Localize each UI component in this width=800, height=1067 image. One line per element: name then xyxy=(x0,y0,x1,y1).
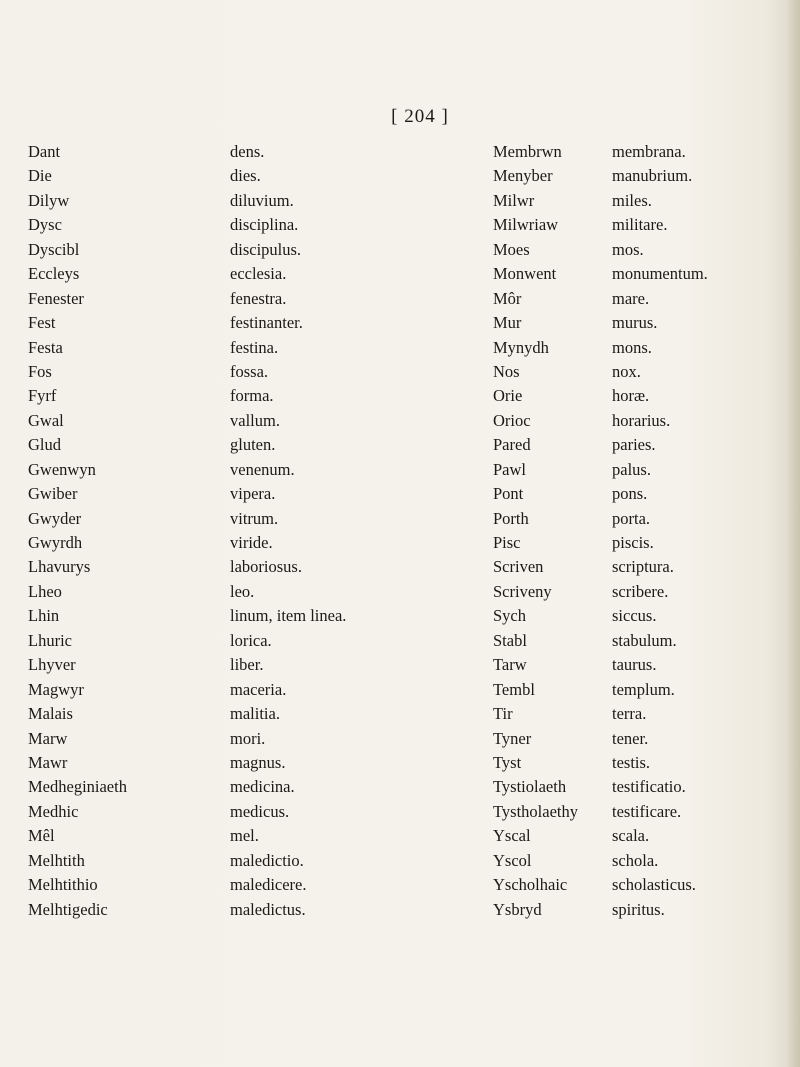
latin-word-cell: horæ. xyxy=(612,386,650,406)
welsh-word-cell: Malais xyxy=(28,704,73,724)
welsh-word-cell: Membrwn xyxy=(493,142,562,161)
latin-word-cell: maledicere. xyxy=(230,875,307,895)
latin-word-cell: testis. xyxy=(612,752,651,772)
latin-word-cell: mos. xyxy=(612,239,644,259)
table-row xyxy=(0,604,800,628)
latin-word-cell: medicus. xyxy=(230,801,290,821)
welsh-word-cell: Yscal xyxy=(493,826,531,846)
latin-word-cell: venenum. xyxy=(230,459,295,479)
welsh-word-cell: Melhtithio xyxy=(28,875,98,895)
welsh-word-cell: Gwiber xyxy=(28,484,78,504)
welsh-word-cell: Gwyder xyxy=(28,508,82,528)
table-row xyxy=(0,751,800,775)
latin-word-cell: discipulus. xyxy=(230,239,302,259)
welsh-word-cell: Lheo xyxy=(28,581,62,601)
latin-word-cell: murus. xyxy=(612,313,658,333)
welsh-word-cell: Yscholhaic xyxy=(493,875,568,895)
welsh-word-cell: Die xyxy=(28,166,52,186)
table-row xyxy=(0,873,800,897)
latin-word-cell: piscis. xyxy=(612,533,654,552)
latin-word-cell: liber. xyxy=(230,655,264,675)
welsh-word-cell: Môr xyxy=(493,288,522,308)
latin-word-cell: fossa. xyxy=(230,361,269,381)
latin-word-cell: scholasticus. xyxy=(612,875,696,895)
latin-word-cell: scriptura. xyxy=(612,557,674,577)
table-row xyxy=(0,898,800,922)
table-row xyxy=(0,555,800,579)
table-row xyxy=(0,433,800,457)
latin-word-cell: viride. xyxy=(230,533,273,552)
latin-word-cell: nox. xyxy=(612,361,641,381)
page-number: [ 204 ] xyxy=(391,106,449,127)
welsh-word-cell: Orioc xyxy=(493,410,531,430)
latin-word-cell: linum, item linea. xyxy=(230,606,347,626)
welsh-word-cell: Medhic xyxy=(28,801,79,821)
table-row xyxy=(0,409,800,433)
welsh-word-cell: Sych xyxy=(493,606,526,626)
latin-word-cell: magnus. xyxy=(230,752,286,772)
welsh-word-cell: Lhuric xyxy=(28,630,72,650)
welsh-word-cell: Melhtigedic xyxy=(28,899,108,919)
table-row xyxy=(0,262,800,286)
latin-word-cell: lorica. xyxy=(230,630,272,650)
welsh-word-cell: Gwenwyn xyxy=(28,459,96,479)
welsh-word-cell: Fenester xyxy=(28,288,84,308)
latin-word-cell: diluvium. xyxy=(230,190,294,210)
latin-word-cell: membrana. xyxy=(612,142,686,161)
welsh-word-cell: Mêl xyxy=(28,826,55,846)
latin-word-cell: maledictio. xyxy=(230,850,304,870)
table-row xyxy=(0,140,800,164)
welsh-word-cell: Melhtith xyxy=(28,850,85,870)
welsh-word-cell: Dant xyxy=(28,142,61,161)
welsh-word-cell: Lhyver xyxy=(28,655,76,675)
table-row xyxy=(0,360,800,384)
latin-word-cell: laboriosus. xyxy=(230,557,302,577)
latin-word-cell: horarius. xyxy=(612,410,671,430)
latin-word-cell: porta. xyxy=(612,508,651,528)
welsh-word-cell: Tembl xyxy=(493,679,535,699)
welsh-word-cell: Dysc xyxy=(28,215,62,235)
latin-word-cell: vallum. xyxy=(230,410,280,430)
latin-word-cell: festina. xyxy=(230,337,279,357)
latin-word-cell: gluten. xyxy=(230,435,276,455)
latin-word-cell: militare. xyxy=(612,215,668,235)
table-row xyxy=(0,800,800,824)
latin-word-cell: ecclesia. xyxy=(230,264,287,284)
table-row xyxy=(0,238,800,262)
welsh-word-cell: Pared xyxy=(493,435,531,455)
table-row xyxy=(0,164,800,188)
table-row xyxy=(0,678,800,702)
latin-word-cell: medicina. xyxy=(230,777,295,797)
latin-word-cell: forma. xyxy=(230,386,274,406)
table-row xyxy=(0,580,800,604)
table-row xyxy=(0,311,800,335)
latin-word-cell: tener. xyxy=(612,728,649,748)
latin-word-cell: testificare. xyxy=(612,801,682,821)
latin-word-cell: scribere. xyxy=(612,581,669,601)
latin-word-cell: dens. xyxy=(230,142,265,161)
table-row xyxy=(0,775,800,799)
welsh-word-cell: Mur xyxy=(493,313,522,333)
latin-word-cell: mori. xyxy=(230,728,266,748)
latin-word-cell: stabulum. xyxy=(612,630,677,650)
table-row xyxy=(0,458,800,482)
welsh-word-cell: Mawr xyxy=(28,752,68,772)
welsh-word-cell: Monwent xyxy=(493,264,557,284)
welsh-word-cell: Magwyr xyxy=(28,679,84,699)
latin-word-cell: siccus. xyxy=(612,606,657,626)
latin-word-cell: mons. xyxy=(612,337,652,357)
table-row xyxy=(0,336,800,360)
welsh-word-cell: Milwriaw xyxy=(493,215,559,235)
welsh-word-cell: Tystholaethy xyxy=(493,801,578,821)
table-row xyxy=(0,653,800,677)
welsh-word-cell: Eccleys xyxy=(28,264,80,284)
welsh-word-cell: Nos xyxy=(493,361,520,381)
welsh-word-cell: Menyber xyxy=(493,166,553,186)
welsh-word-cell: Moes xyxy=(493,239,530,259)
welsh-word-cell: Dilyw xyxy=(28,190,70,210)
welsh-word-cell: Gwyrdh xyxy=(28,533,83,552)
latin-word-cell: dies. xyxy=(230,166,261,186)
welsh-word-cell: Stabl xyxy=(493,630,527,650)
latin-word-cell: taurus. xyxy=(612,655,657,675)
latin-word-cell: maledictus. xyxy=(230,899,306,919)
latin-word-cell: miles. xyxy=(612,190,652,210)
welsh-word-cell: Tarw xyxy=(493,655,527,675)
welsh-word-cell: Porth xyxy=(493,508,529,528)
welsh-word-cell: Orie xyxy=(493,386,523,406)
table-row xyxy=(0,849,800,873)
latin-word-cell: templum. xyxy=(612,679,675,699)
welsh-word-cell: Tystiolaeth xyxy=(493,777,567,797)
welsh-word-cell: Marw xyxy=(28,728,68,748)
welsh-word-cell: Mynydh xyxy=(493,337,549,357)
latin-word-cell: malitia. xyxy=(230,704,280,724)
table-row xyxy=(0,189,800,213)
welsh-word-cell: Tir xyxy=(493,704,513,724)
table-row xyxy=(0,507,800,531)
latin-word-cell: mel. xyxy=(230,826,259,846)
table-row xyxy=(0,384,800,408)
welsh-word-cell: Fyrf xyxy=(28,386,57,406)
table-row xyxy=(0,531,800,555)
latin-word-cell: maceria. xyxy=(230,679,287,699)
welsh-word-cell: Pawl xyxy=(493,459,526,479)
welsh-word-cell: Fos xyxy=(28,361,52,381)
welsh-word-cell: Lhavurys xyxy=(28,557,91,577)
table-row xyxy=(0,482,800,506)
latin-word-cell: vitrum. xyxy=(230,508,279,528)
latin-word-cell: testificatio. xyxy=(612,777,686,797)
latin-word-cell: spiritus. xyxy=(612,899,665,919)
table-row xyxy=(0,213,800,237)
vocabulary-table xyxy=(0,140,800,922)
latin-word-cell: vipera. xyxy=(230,484,276,504)
welsh-word-cell: Pont xyxy=(493,484,524,504)
latin-word-cell: leo. xyxy=(230,581,255,601)
welsh-word-cell: Pisc xyxy=(493,533,521,552)
welsh-word-cell: Ysbryd xyxy=(493,899,542,919)
latin-word-cell: disciplina. xyxy=(230,215,299,235)
latin-word-cell: monumentum. xyxy=(612,264,708,284)
welsh-word-cell: Milwr xyxy=(493,190,535,210)
table-row xyxy=(0,287,800,311)
welsh-word-cell: Medheginiaeth xyxy=(28,777,127,797)
latin-word-cell: mare. xyxy=(612,288,650,308)
latin-word-cell: palus. xyxy=(612,459,651,479)
welsh-word-cell: Glud xyxy=(28,435,61,455)
welsh-word-cell: Tyst xyxy=(493,752,522,772)
latin-word-cell: scala. xyxy=(612,826,650,846)
latin-word-cell: terra. xyxy=(612,704,647,724)
table-row xyxy=(0,629,800,653)
table-row xyxy=(0,727,800,751)
latin-word-cell: paries. xyxy=(612,435,656,455)
latin-word-cell: pons. xyxy=(612,484,648,504)
welsh-word-cell: Lhin xyxy=(28,606,60,626)
latin-word-cell: fenestra. xyxy=(230,288,287,308)
welsh-word-cell: Yscol xyxy=(493,850,532,870)
welsh-word-cell: Scriveny xyxy=(493,581,552,601)
latin-word-cell: manubrium. xyxy=(612,166,693,186)
welsh-word-cell: Gwal xyxy=(28,410,64,430)
table-row xyxy=(0,702,800,726)
latin-word-cell: festinanter. xyxy=(230,313,303,333)
latin-word-cell: schola. xyxy=(612,850,659,870)
welsh-word-cell: Tyner xyxy=(493,728,532,748)
welsh-word-cell: Scriven xyxy=(493,557,544,577)
welsh-word-cell: Fest xyxy=(28,313,56,333)
table-row xyxy=(0,824,800,848)
welsh-word-cell: Festa xyxy=(28,337,63,357)
welsh-word-cell: Dyscibl xyxy=(28,239,80,259)
